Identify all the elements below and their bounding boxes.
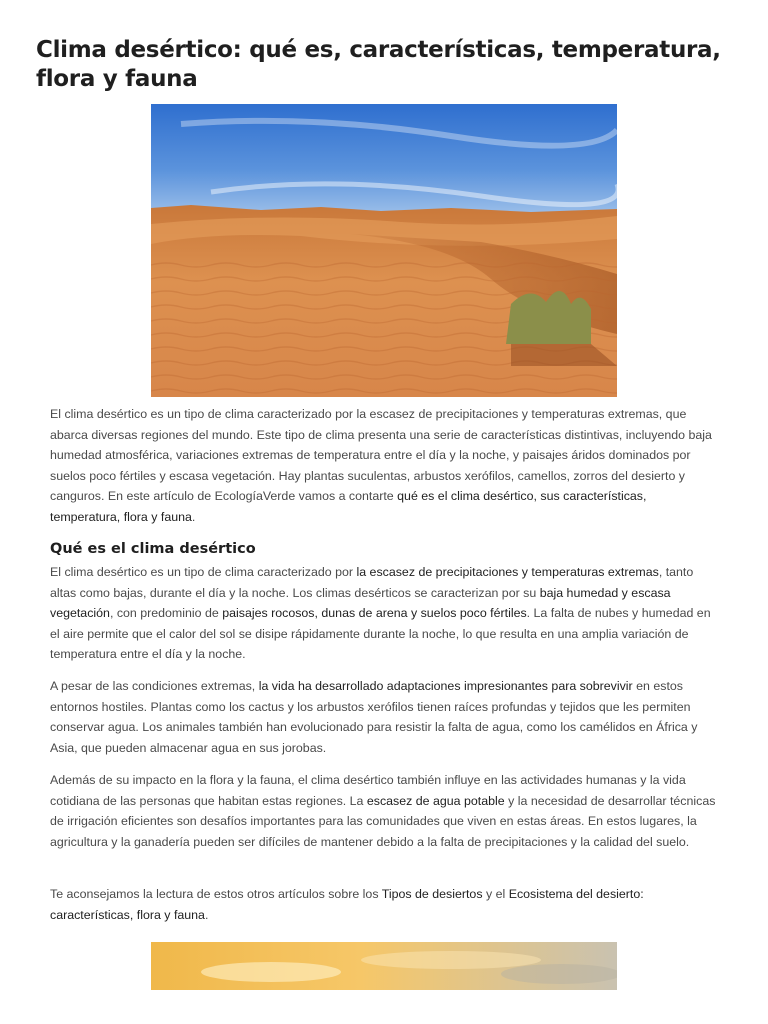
p2-emphasis-1: la vida ha desarrollado adaptaciones impresionantes para sobrevivir	[258, 679, 633, 693]
intro-text-2: .	[191, 509, 196, 524]
p1-text-2: , tanto altas como bajas, durante el día y la noche. Los climas desérticos se caracterizan por su	[50, 565, 694, 600]
p3-text-2: y la necesidad de desarrollar técnicas de irrigación eficientes son desafíos importantes para las comunidades que viven en estas áreas. En estos lugares, la agricultura y la ganadería pueden ser difíciles de mantener debido a la falta de precipitaciones y la calidad del suelo.	[50, 793, 716, 849]
p1-text-3: , con predominio de	[109, 606, 223, 620]
p1-text-4: . La falta de nubes y humedad en el aire permite que el calor del sol se disipe rápidamente durante la noche, lo que resulta en una amplia variación de temperatura entre el día y la noche.	[50, 606, 711, 661]
p3-emphasis-1: escasez de agua potable	[366, 793, 505, 808]
p2-text-1: A pesar de las condiciones extremas,	[50, 679, 259, 693]
hero-desert-image	[151, 104, 617, 397]
p1-emphasis-3: paisajes rocosos, dunas de arena y suelos poco fértiles	[222, 606, 527, 620]
intro-emphasis: qué es el clima desértico, sus características, temperatura, flora y fauna	[50, 489, 647, 524]
section-paragraph-1	[50, 562, 720, 665]
article-title: Clima desértico: qué es, características, temperatura, flora y fauna	[36, 37, 721, 92]
related-articles-paragraph	[50, 884, 720, 925]
intro-paragraph	[50, 404, 720, 527]
link-tipos-de-desiertos[interactable]: Tipos de desiertos	[381, 887, 483, 901]
p2-text-2: en estos entornos hostiles. Plantas como los cactus y los arbustos xerófilos tienen raíces profundas y tejidos que les permiten conservar agua. Los animales también han evolucionado para resistir la falta de agua, como los camélidos en África y Asia, que pueden almacenar agua en sus jorobas.	[50, 679, 698, 755]
p1-emphasis-2: baja humedad y escasa vegetación	[50, 585, 671, 620]
p4-text-1: Te aconsejamos la lectura de estos otros artículos sobre los	[50, 887, 382, 901]
link-ecosistema-del-desierto[interactable]: Ecosistema del desierto: características, flora y fauna	[50, 887, 644, 922]
section-heading: Qué es el clima desértico	[50, 541, 256, 557]
bottom-sky-image	[151, 942, 617, 990]
p1-emphasis-1: la escasez de precipitaciones y temperaturas extremas	[356, 565, 659, 579]
p3-text-1: Además de su impacto en la flora y la fauna, el clima desértico también influye en las actividades humanas y la vida cotidiana de las personas que habitan estas regiones. La	[50, 773, 686, 808]
p1-text-1: El clima desértico es un tipo de clima caracterizado por	[50, 565, 357, 579]
p4-text-2: y el	[482, 887, 509, 901]
p4-text-3: .	[204, 907, 209, 922]
section-paragraph-2	[50, 676, 720, 758]
section-paragraph-3	[50, 770, 720, 852]
intro-text-1: El clima desértico es un tipo de clima caracterizado por la escasez de precipitaciones y temperaturas extremas, que abarca diversas regiones del mundo. Este tipo de clima presenta una serie de características distintivas, incluyendo baja humedad atmosférica, variaciones extremas de temperatura entre el día y la noche, y paisajes áridos dominados por suelos poco fértiles y escasa vegetación. Hay plantas suculentas, arbustos xerófilos, camellos, zorros del desierto y canguros. En este artículo de EcologíaVerde vamos a contarte	[50, 407, 712, 503]
